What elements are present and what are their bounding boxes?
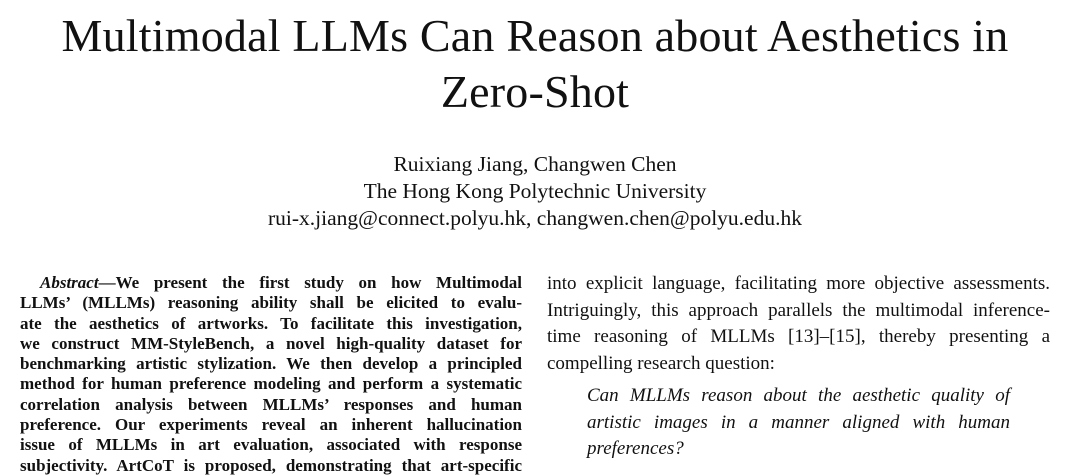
intro-line: time reasoning of MLLMs [13]–[15], thereby presenting a [547,326,1050,347]
author-block [0,151,1070,232]
abstract-line: method for human preference modeling and perform a systematic [20,374,522,394]
question-line: Can MLLMs reason about the aesthetic quality of [587,385,1010,406]
author-names: Ruixiang Jiang, Changwen Chen [393,152,677,176]
intro-line: compelling research question: [547,352,775,374]
question-line: artistic images in a manner aligned with human [587,411,1010,433]
abstract-dash: — [98,273,116,292]
abstract-line: issue of MLLMs in art evaluation, associated with response [20,435,522,455]
abstract-line [20,273,522,293]
intro-line: Intriguingly, this approach parallels the multimodal inference- [547,299,1050,321]
abstract-line: subjectivity. ArtCoT is proposed, demonstrating that art-specific [20,455,522,475]
intro-paragraph [547,271,1050,377]
title-line-1: Multimodal LLMs Can Reason about Aesthetics in [61,10,1009,61]
abstract-line: benchmarking artistic stylization. We then develop a principled [20,354,522,374]
abstract-line-text: We present the first study on how Multimodal [115,273,522,292]
abstract-line: LLMs’ (MLLMs) reasoning ability shall be elicited to evalu- [20,293,522,313]
abstract-line: ate the aesthetics of artworks. To facilitate this investigation, [20,313,522,333]
author-emails: rui-x.jiang@connect.polyu.hk, changwen.chen@polyu.edu.hk [268,206,802,230]
abstract-line: we construct MM-StyleBench, a novel high-quality dataset for [20,333,522,353]
affiliation: The Hong Kong Polytechnic University [363,179,707,203]
abstract-section [20,273,522,476]
question-line: preferences? [587,438,684,459]
paper-title [0,8,1070,120]
intro-line: into explicit language, facilitating more objective assessments. [547,273,1050,294]
title-line-2: Zero-Shot [440,66,630,117]
abstract-label: Abstract [40,273,99,292]
research-question [587,383,1010,463]
abstract-line: preference. Our experiments reveal an inherent hallucination [20,415,522,435]
abstract-line: correlation analysis between MLLMs’ responses and human [20,394,522,414]
